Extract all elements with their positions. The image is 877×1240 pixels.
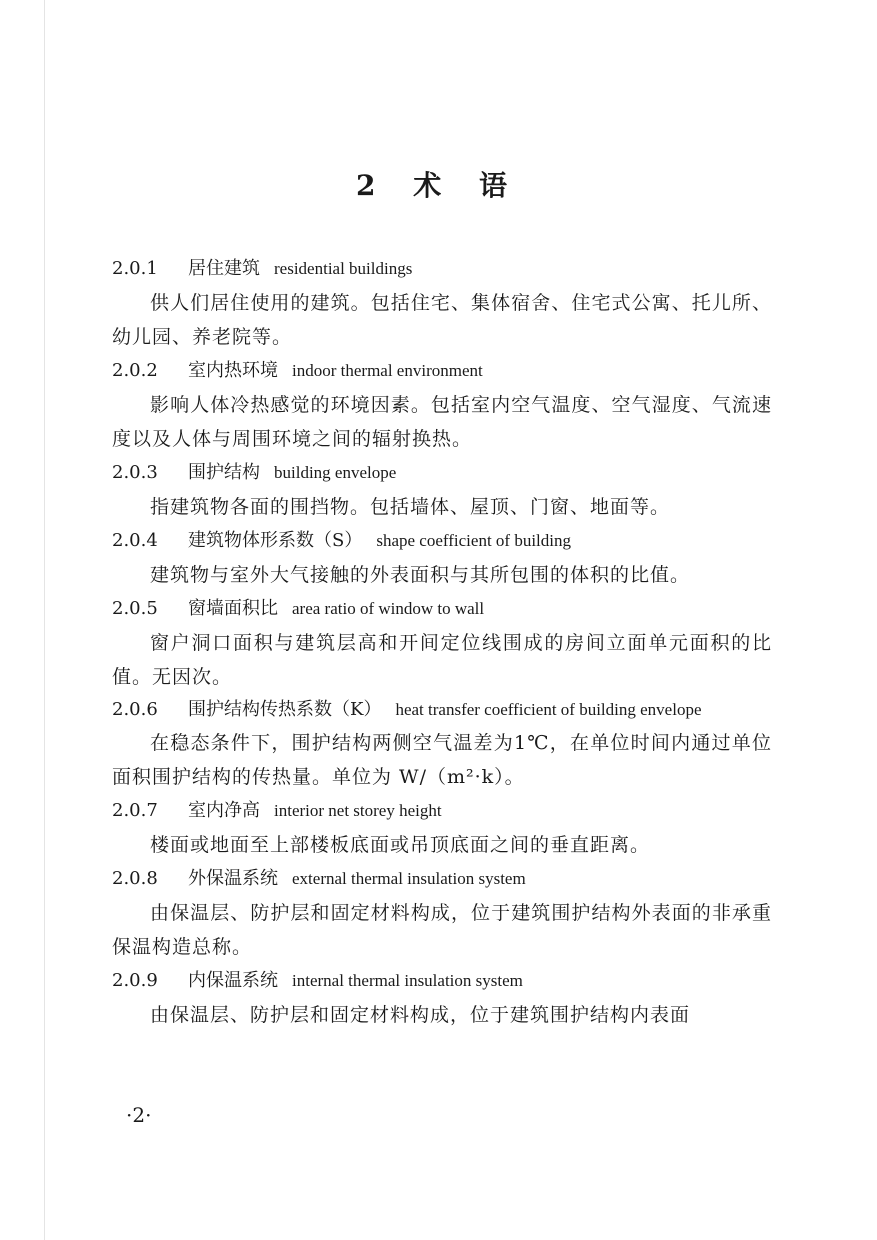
term-heading — [112, 592, 772, 626]
term-english: interior net storey height — [274, 801, 442, 820]
term-chinese: 室内热环境 — [188, 360, 278, 381]
term-chinese: 围护结构传热系数（K） — [188, 699, 382, 720]
term-definition: 在稳态条件下，围护结构两侧空气温差为1℃，在单位时间内通过单位面积围护结构的传热量。单位为 W/（m²·k）。 — [112, 732, 772, 788]
term-heading — [112, 524, 772, 558]
term-heading — [112, 964, 772, 998]
term-english: internal thermal insulation system — [292, 971, 523, 990]
term-chinese: 室内净高 — [188, 800, 260, 821]
term-entry — [112, 456, 772, 524]
term-entry — [112, 524, 772, 592]
term-heading — [112, 456, 772, 490]
term-definition: 指建筑物各面的围挡物。包括墙体、屋顶、门窗、地面等。 — [150, 496, 671, 518]
term-number: 2.0.6 — [112, 699, 158, 720]
term-english: shape coefficient of building — [376, 531, 571, 550]
term-english: residential buildings — [274, 259, 413, 278]
term-entry — [112, 694, 772, 794]
term-entry — [112, 354, 772, 456]
term-entry — [112, 794, 772, 862]
term-number: 2.0.2 — [112, 360, 158, 381]
term-english: external thermal insulation system — [292, 869, 526, 888]
term-heading — [112, 794, 772, 828]
term-definition: 由保温层、防护层和固定材料构成，位于建筑围护结构内表面 — [150, 1004, 691, 1026]
term-entry — [112, 964, 772, 1032]
term-definition: 建筑物与室外大气接触的外表面积与其所包围的体积的比值。 — [150, 564, 691, 586]
term-heading — [112, 862, 772, 896]
term-definition: 由保温层、防护层和固定材料构成，位于建筑围护结构外表面的非承重保温构造总称。 — [112, 902, 772, 958]
term-number: 2.0.3 — [112, 462, 158, 483]
term-chinese: 居住建筑 — [188, 258, 260, 279]
term-english: building envelope — [274, 463, 397, 482]
term-chinese: 内保温系统 — [188, 970, 278, 991]
term-number: 2.0.5 — [112, 598, 158, 619]
term-heading — [112, 354, 772, 388]
term-number: 2.0.4 — [112, 530, 158, 551]
chapter-title: 2 术 语 — [356, 169, 521, 202]
term-number: 2.0.9 — [112, 970, 158, 991]
term-chinese: 窗墙面积比 — [188, 598, 278, 619]
term-chinese: 外保温系统 — [188, 868, 278, 889]
term-number: 2.0.7 — [112, 800, 158, 821]
term-heading — [112, 694, 772, 726]
term-chinese: 围护结构 — [188, 462, 260, 483]
term-entry — [112, 592, 772, 694]
term-definition: 影响人体冷热感觉的环境因素。包括室内空气温度、空气湿度、气流速度以及人体与周围环境之间的辐射换热。 — [112, 394, 772, 450]
term-definition: 窗户洞口面积与建筑层高和开间定位线围成的房间立面单元面积的比值。无因次。 — [112, 632, 772, 688]
term-english: area ratio of window to wall — [292, 599, 485, 618]
term-heading — [112, 252, 772, 286]
term-entry — [112, 862, 772, 964]
term-entry — [112, 252, 772, 354]
terms-list — [112, 252, 772, 1032]
term-definition: 楼面或地面至上部楼板底面或吊顶底面之间的垂直距离。 — [150, 834, 651, 856]
term-number: 2.0.1 — [112, 258, 158, 279]
term-number: 2.0.8 — [112, 868, 158, 889]
term-english: indoor thermal environment — [292, 361, 483, 380]
term-chinese: 建筑物体形系数（S） — [188, 530, 363, 551]
page-number: ·2· — [126, 1103, 152, 1127]
term-english: heat transfer coefficient of building envelope — [395, 700, 702, 719]
term-definition: 供人们居住使用的建筑。包括住宅、集体宿舍、住宅式公寓、托儿所、幼儿园、养老院等。 — [112, 292, 772, 348]
